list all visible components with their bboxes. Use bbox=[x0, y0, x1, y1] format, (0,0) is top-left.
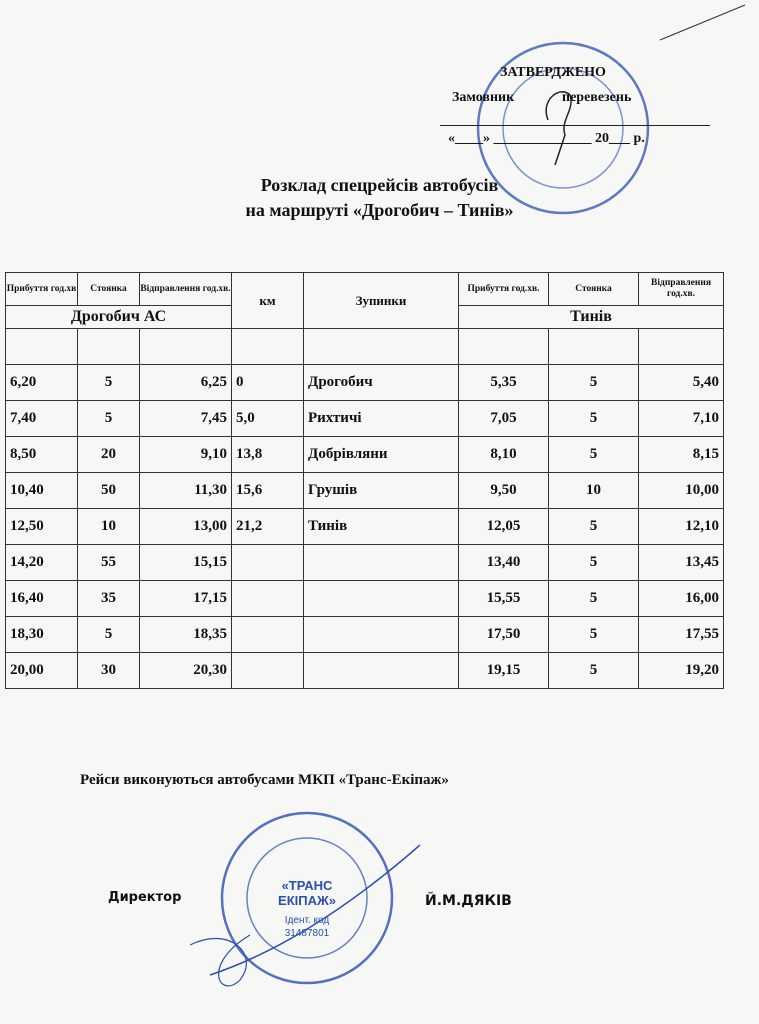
table-blank-row bbox=[6, 329, 724, 365]
table-cell: 15,15 bbox=[140, 545, 232, 581]
table-cell: 5 bbox=[549, 545, 639, 581]
destination-label: Тинів bbox=[459, 306, 724, 329]
stamp-name-1: «ТРАНС bbox=[281, 878, 333, 893]
origin-label: Дрогобич АС bbox=[6, 306, 232, 329]
table-cell: 12,05 bbox=[459, 509, 549, 545]
table-cell: 13,45 bbox=[639, 545, 724, 581]
schedule-title: Розклад спецрейсів автобусів bbox=[260, 175, 499, 195]
table-cell: 5,35 bbox=[459, 365, 549, 401]
table-cell bbox=[304, 581, 459, 617]
table-cell: Рихтичі bbox=[304, 401, 459, 437]
table-cell: 14,20 bbox=[6, 545, 78, 581]
table-cell: 7,45 bbox=[140, 401, 232, 437]
table-cell: 13,8 bbox=[232, 437, 304, 473]
table-row bbox=[6, 365, 724, 401]
header-departure-left: Відправлення год.хв. bbox=[140, 273, 232, 306]
table-cell: 11,30 bbox=[140, 473, 232, 509]
table-row bbox=[6, 581, 724, 617]
table-cell: 6,20 bbox=[6, 365, 78, 401]
schedule-table bbox=[5, 272, 724, 689]
footer-note: Рейси виконуються автобусами МКП «Транс-Екіпаж» bbox=[80, 772, 449, 788]
table-row bbox=[6, 545, 724, 581]
table-cell: 5,40 bbox=[639, 365, 724, 401]
header-stop-right: Стоянка bbox=[549, 273, 639, 306]
table-cell: 8,15 bbox=[639, 437, 724, 473]
table-cell: 5,0 bbox=[232, 401, 304, 437]
approval-carriers: перевезень bbox=[562, 90, 632, 105]
header-km: км bbox=[232, 273, 304, 329]
table-cell: 15,55 bbox=[459, 581, 549, 617]
table-cell: 5 bbox=[549, 617, 639, 653]
route-title: на маршруті «Дрогобич – Тинів» bbox=[245, 200, 514, 220]
table-cell: 19,15 bbox=[459, 653, 549, 689]
table-cell: 6,25 bbox=[140, 365, 232, 401]
table-cell: 5 bbox=[78, 617, 140, 653]
table-row bbox=[6, 509, 724, 545]
table-cell: 16,00 bbox=[639, 581, 724, 617]
table-cell: 5 bbox=[549, 437, 639, 473]
table-row bbox=[6, 401, 724, 437]
table-cell: 13,40 bbox=[459, 545, 549, 581]
table-cell bbox=[232, 545, 304, 581]
table-cell: 5 bbox=[549, 401, 639, 437]
table-cell: 5 bbox=[78, 365, 140, 401]
table-row bbox=[6, 617, 724, 653]
signature-line bbox=[440, 125, 710, 126]
table-cell bbox=[232, 617, 304, 653]
stamp-code: 31487801 bbox=[284, 928, 330, 939]
table-cell: 12,50 bbox=[6, 509, 78, 545]
table-cell: 20 bbox=[78, 437, 140, 473]
table-cell: 9,50 bbox=[459, 473, 549, 509]
table-cell: 50 bbox=[78, 473, 140, 509]
table-row bbox=[6, 437, 724, 473]
table-cell: 5 bbox=[549, 509, 639, 545]
table-cell: 55 bbox=[78, 545, 140, 581]
table-cell: 20,00 bbox=[6, 653, 78, 689]
table-cell: Добрівляни bbox=[304, 437, 459, 473]
table-cell: 17,55 bbox=[639, 617, 724, 653]
table-cell: 30 bbox=[78, 653, 140, 689]
approval-heading: ЗАТВЕРДЖЕНО bbox=[500, 65, 606, 80]
approval-date-line: «____» ______________ 20___ р. bbox=[448, 131, 645, 146]
stamp-name-2: ЕКІПАЖ» bbox=[278, 893, 336, 908]
table-cell: 17,15 bbox=[140, 581, 232, 617]
director-name: Й.М.ДЯКІВ bbox=[425, 893, 512, 909]
header-arrival-right: Прибуття год.хв. bbox=[459, 273, 549, 306]
table-cell: 7,10 bbox=[639, 401, 724, 437]
table-cell: 5 bbox=[549, 581, 639, 617]
table-row bbox=[6, 473, 724, 509]
header-arrival-left: Прибуття год.хв bbox=[6, 273, 78, 306]
table-cell: Грушів bbox=[304, 473, 459, 509]
approval-stamp bbox=[0, 0, 759, 260]
header-stops: Зупинки bbox=[304, 273, 459, 329]
table-cell: 12,10 bbox=[639, 509, 724, 545]
table-cell: 8,10 bbox=[459, 437, 549, 473]
table-cell: 35 bbox=[78, 581, 140, 617]
table-cell: 10 bbox=[549, 473, 639, 509]
table-cell: 18,35 bbox=[140, 617, 232, 653]
table-cell: 5 bbox=[549, 653, 639, 689]
table-cell: 16,40 bbox=[6, 581, 78, 617]
table-cell: 13,00 bbox=[140, 509, 232, 545]
table-cell bbox=[304, 545, 459, 581]
header-stop-left: Стоянка bbox=[78, 273, 140, 306]
table-cell: 19,20 bbox=[639, 653, 724, 689]
table-cell: Дрогобич bbox=[304, 365, 459, 401]
table-cell bbox=[232, 581, 304, 617]
table-cell: 5 bbox=[549, 365, 639, 401]
table-row bbox=[6, 653, 724, 689]
table-cell: 10,00 bbox=[639, 473, 724, 509]
header-departure-right: Відправлення год.хв. bbox=[639, 273, 724, 306]
table-cell: 0 bbox=[232, 365, 304, 401]
approval-customer: Замовник bbox=[452, 90, 515, 105]
table-cell bbox=[304, 653, 459, 689]
table-cell: 18,30 bbox=[6, 617, 78, 653]
table-cell: 20,30 bbox=[140, 653, 232, 689]
table-cell: 21,2 bbox=[232, 509, 304, 545]
table-cell: 15,6 bbox=[232, 473, 304, 509]
table-cell: 5 bbox=[78, 401, 140, 437]
table-cell: 7,05 bbox=[459, 401, 549, 437]
table-cell: Тинів bbox=[304, 509, 459, 545]
table-cell: 7,40 bbox=[6, 401, 78, 437]
table-cell: 8,50 bbox=[6, 437, 78, 473]
stamp-code-label: Ідент. код bbox=[284, 915, 330, 926]
table-cell bbox=[232, 653, 304, 689]
table-cell: 9,10 bbox=[140, 437, 232, 473]
table-cell: 10 bbox=[78, 509, 140, 545]
table-cell: 17,50 bbox=[459, 617, 549, 653]
table-cell bbox=[304, 617, 459, 653]
director-label: Директор bbox=[108, 890, 182, 905]
table-cell: 10,40 bbox=[6, 473, 78, 509]
table-header-row bbox=[6, 273, 724, 306]
